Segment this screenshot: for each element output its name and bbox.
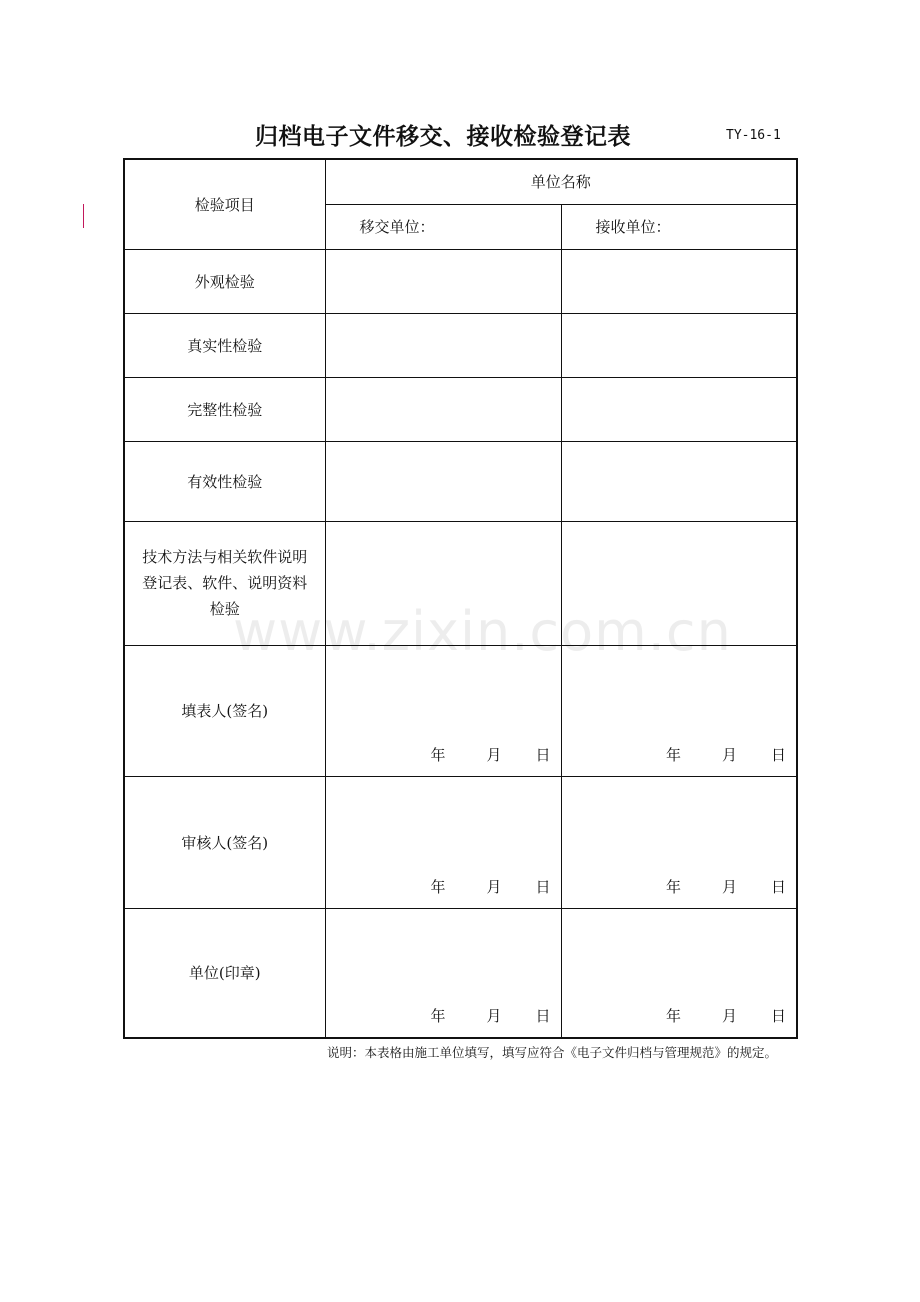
authenticity-receive-cell[interactable] (561, 313, 797, 377)
row-label-seal: 单位(印章) (124, 908, 325, 1038)
row-label-integrity: 完整性检验 (124, 377, 325, 441)
appearance-receive-cell[interactable] (561, 249, 797, 313)
date-line: 年 月 日 (430, 745, 551, 764)
appearance-transfer-cell[interactable] (325, 249, 561, 313)
footnote: 说明：本表格由施工单位填写，填写应符合《电子文件归档与管理规范》的规定。 (326, 1045, 777, 1060)
row-label-validity: 有效性检验 (124, 441, 325, 521)
row-label-authenticity: 真实性检验 (124, 313, 325, 377)
authenticity-transfer-cell[interactable] (325, 313, 561, 377)
filler-receive-signature[interactable] (561, 645, 797, 776)
margin-mark (83, 204, 84, 228)
date-line: 年 月 日 (665, 745, 787, 764)
transfer-unit-field[interactable]: 移交单位： (325, 204, 561, 249)
date-line: 年 月 日 (665, 1007, 787, 1025)
item-column-header: 检验项目 (124, 159, 325, 249)
reviewer-transfer-signature[interactable] (325, 776, 561, 908)
tech-docs-line-3: 检验 (209, 600, 240, 618)
watermark: www.zixin.com.cn (233, 600, 732, 663)
validity-receive-cell[interactable] (561, 441, 797, 521)
row-label-appearance: 外观检验 (124, 249, 325, 313)
tech-docs-line-2: 登记表、软件、说明资料 (142, 574, 308, 592)
receive-unit-field[interactable]: 接收单位： (561, 204, 797, 249)
validity-transfer-cell[interactable] (325, 441, 561, 521)
integrity-receive-cell[interactable] (561, 377, 797, 441)
form-code: TY-16-1 (726, 128, 781, 143)
date-line: 年 月 日 (665, 877, 787, 896)
integrity-transfer-cell[interactable] (325, 377, 561, 441)
filler-transfer-signature[interactable] (325, 645, 561, 776)
inspection-table (123, 158, 798, 1039)
seal-receive-cell[interactable] (561, 908, 797, 1038)
row-label-reviewer: 审核人(签名) (124, 776, 325, 908)
date-line: 年 月 日 (430, 1007, 551, 1025)
date-line: 年 月 日 (430, 877, 551, 896)
tech-docs-line-1: 技术方法与相关软件说明 (142, 548, 308, 566)
reviewer-receive-signature[interactable] (561, 776, 797, 908)
seal-transfer-cell[interactable] (325, 908, 561, 1038)
row-label-filler: 填表人(签名) (124, 645, 325, 776)
form-title: 归档电子文件移交、接收检验登记表 (255, 124, 631, 150)
unit-name-header: 单位名称 (325, 159, 797, 204)
